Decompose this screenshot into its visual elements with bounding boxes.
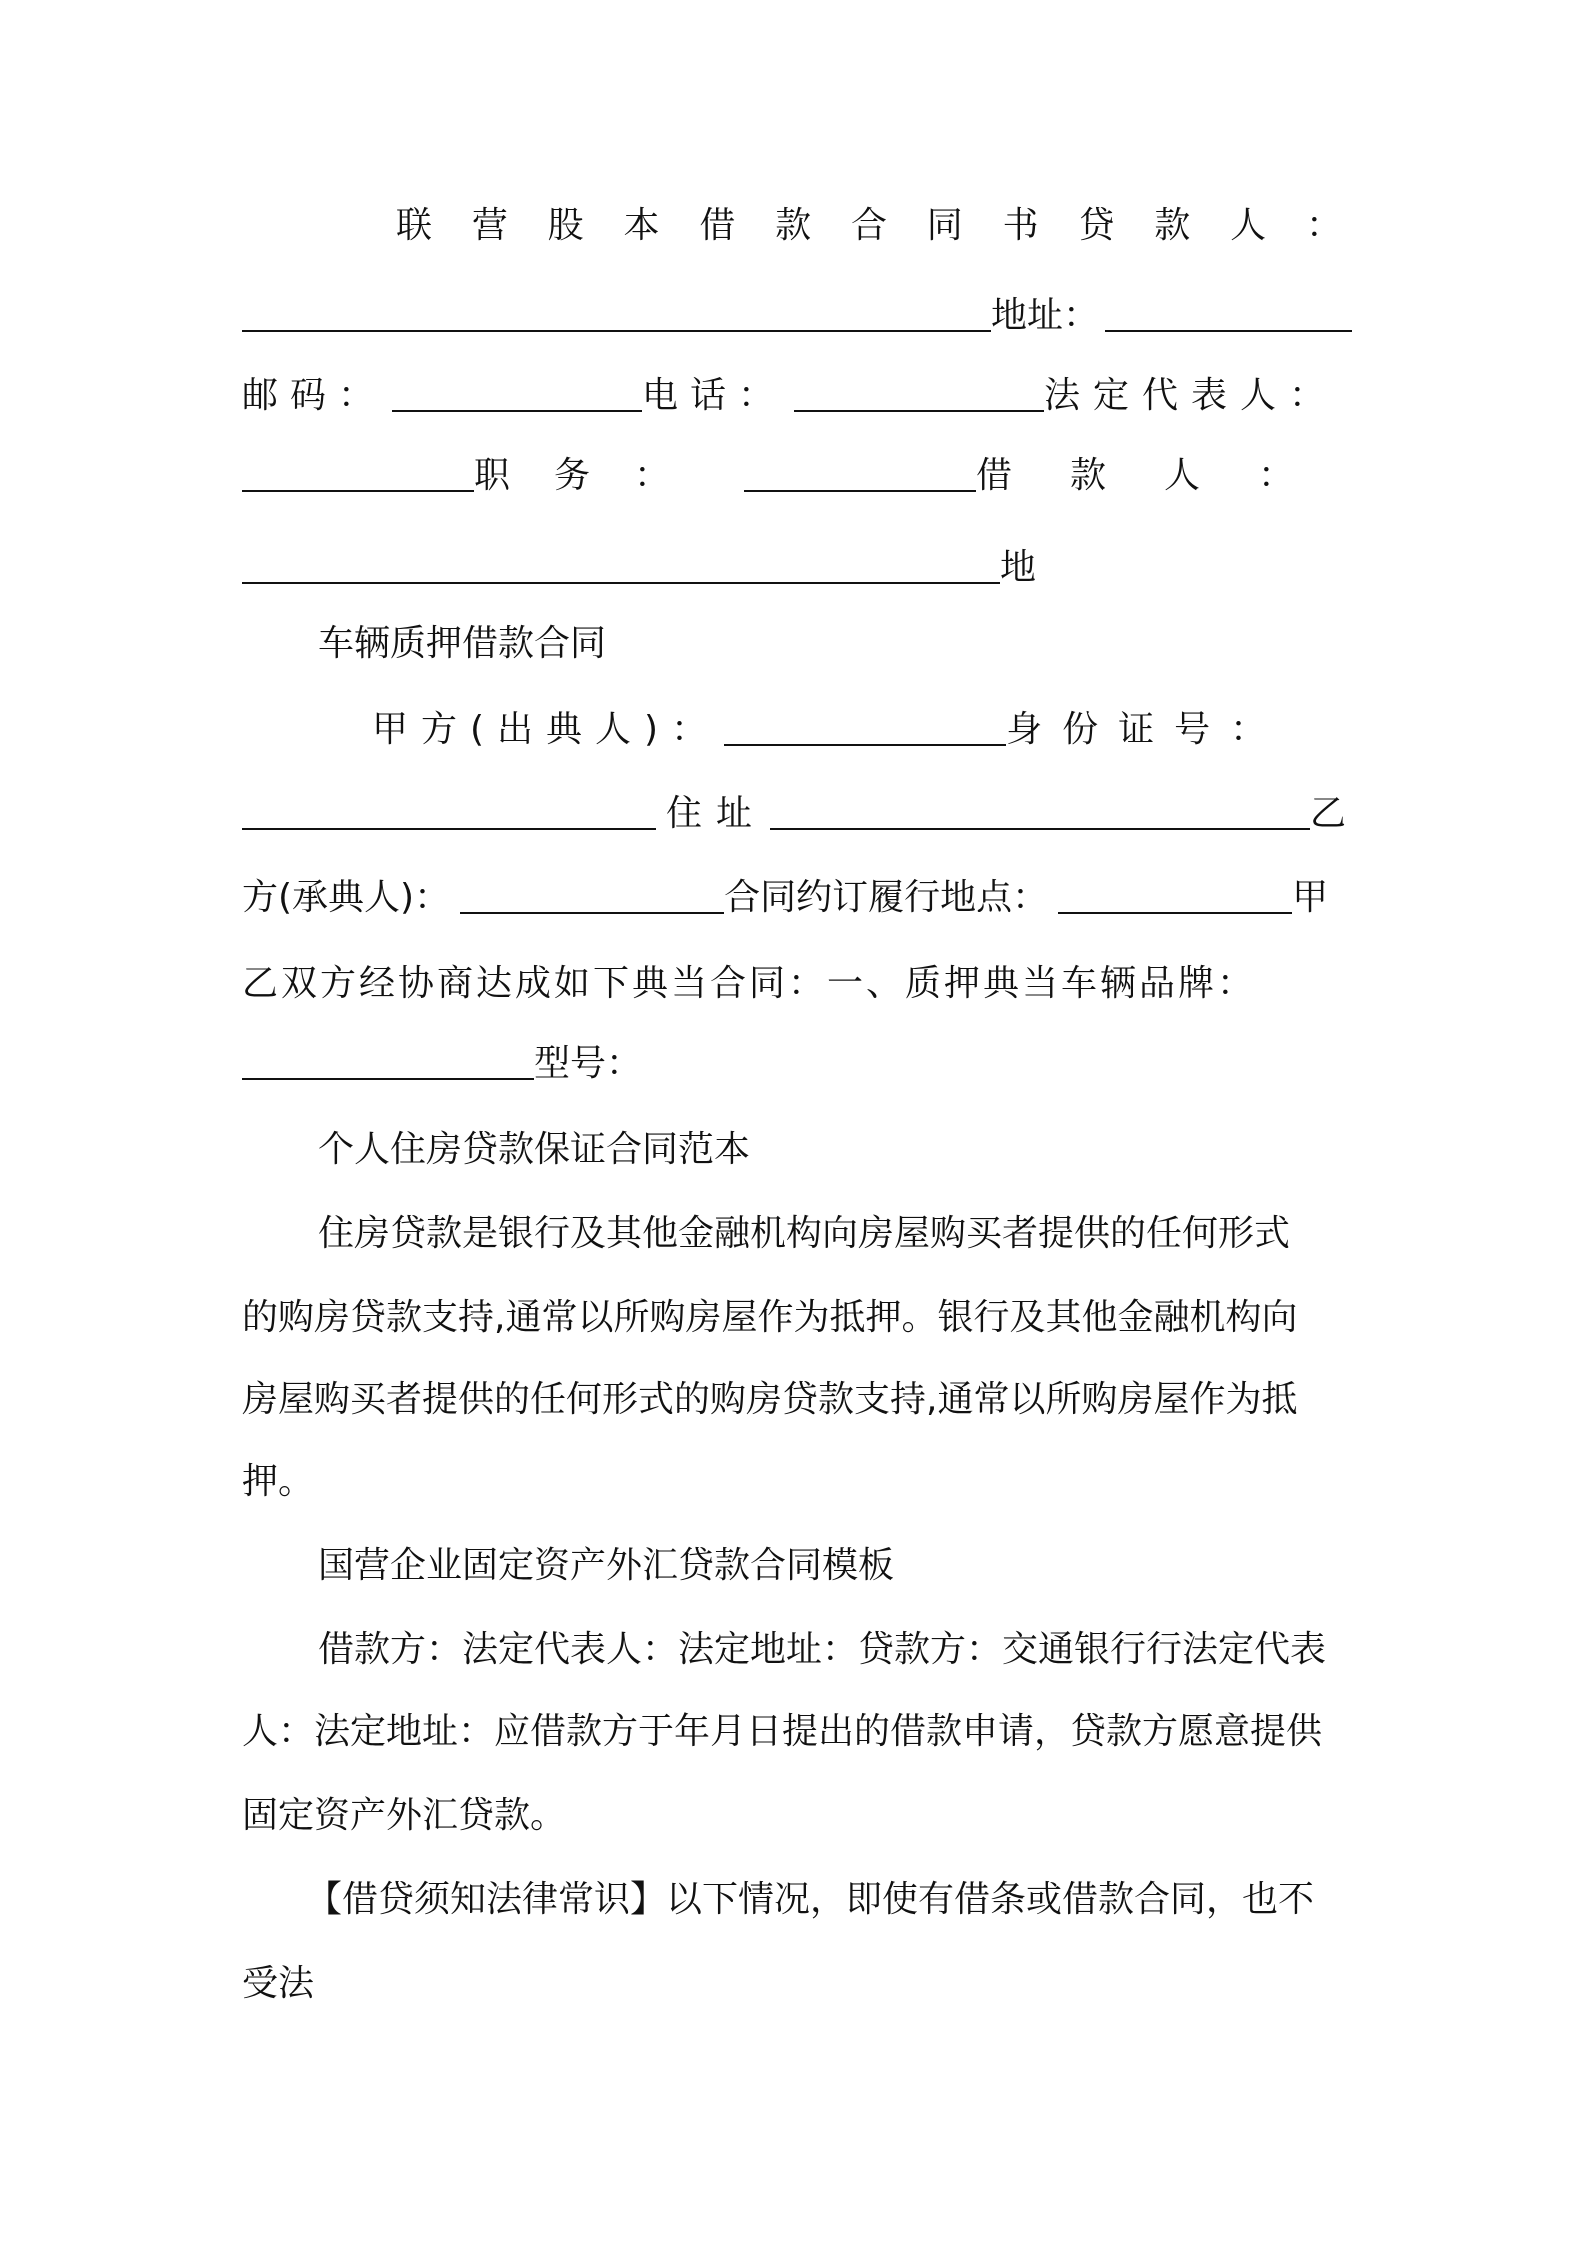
title-char: 股 xyxy=(547,205,584,246)
paragraph-line: 住房贷款是银行及其他金融机构向房屋购买者提供的任何形式 xyxy=(318,1213,1291,1254)
contract-title-line xyxy=(396,196,1342,256)
model-label: 型号： xyxy=(534,1043,643,1084)
residence-blank[interactable] xyxy=(770,784,1310,830)
borrower-blank[interactable] xyxy=(242,538,1000,584)
title-char: 人 xyxy=(1230,205,1267,246)
party-b-line xyxy=(242,868,1352,928)
legal-rep-label: 法定代表人： xyxy=(1044,375,1339,416)
borrower-address-line xyxy=(242,538,1352,598)
postcode-blank[interactable] xyxy=(392,366,642,412)
title-char: 款 xyxy=(1154,205,1191,246)
paragraph-line: 受法 xyxy=(242,1963,315,2004)
title-char: 同 xyxy=(926,205,963,246)
phone-blank[interactable] xyxy=(794,366,1044,412)
section-heading-housing: 个人住房贷款保证合同范本 xyxy=(318,1129,751,1170)
title-char: 联 xyxy=(396,205,433,246)
title-char: ： xyxy=(1305,205,1342,246)
rep-blank[interactable] xyxy=(242,446,474,492)
section-heading-fx-loan: 国营企业固定资产外汇贷款合同模板 xyxy=(318,1545,895,1586)
address-blank[interactable] xyxy=(1105,286,1352,332)
model-line xyxy=(242,1034,1352,1094)
address-label: 地址： xyxy=(990,295,1099,336)
party-a-prefix: 甲 xyxy=(1292,877,1329,918)
title-char: 书 xyxy=(1002,205,1039,246)
borrower-label: 借款人： xyxy=(975,455,1352,496)
party-b-prefix: 乙 xyxy=(1310,793,1347,834)
post-line xyxy=(242,446,1352,506)
post-blank[interactable] xyxy=(744,446,976,492)
post-label: 职务： xyxy=(473,455,714,496)
party-a-line xyxy=(372,700,1352,760)
paragraph-line: 固定资产外汇贷款。 xyxy=(242,1795,567,1836)
title-char: 贷 xyxy=(1078,205,1115,246)
postcode-label: 邮码： xyxy=(242,375,387,416)
paragraph-line: 房屋购买者提供的任何形式的购房贷款支持,通常以所购房屋作为抵 xyxy=(242,1379,1298,1420)
title-char: 营 xyxy=(471,205,508,246)
party-a-blank[interactable] xyxy=(724,700,1006,746)
brand-blank[interactable] xyxy=(242,1034,534,1080)
residence-label: 住址 xyxy=(666,793,767,834)
paragraph-line: 借款方：法定代表人：法定地址：贷款方：交通银行行法定代表 xyxy=(318,1629,1327,1670)
title-char: 合 xyxy=(850,205,887,246)
section-heading-vehicle: 车辆质押借款合同 xyxy=(318,623,607,664)
paragraph-line: 人：法定地址：应借款方于年月日提出的借款申请，贷款方愿意提供 xyxy=(242,1711,1323,1752)
title-char: 本 xyxy=(623,205,660,246)
title-char: 款 xyxy=(775,205,812,246)
paragraph-line: 押。 xyxy=(242,1461,315,1502)
performance-place-label: 合同约订履行地点： xyxy=(724,877,1049,918)
party-b-blank[interactable] xyxy=(460,868,724,914)
paragraph-line: 的购房贷款支持,通常以所购房屋作为抵押。银行及其他金融机构向 xyxy=(242,1297,1298,1338)
performance-place-blank[interactable] xyxy=(1058,868,1292,914)
paragraph-line: 【借贷须知法律常识】以下情况，即使有借条或借款合同，也不 xyxy=(306,1879,1315,1920)
id-number-blank[interactable] xyxy=(242,784,656,830)
postcode-line xyxy=(242,366,1352,426)
phone-label: 电话： xyxy=(642,375,787,416)
borrower-address-label: 地 xyxy=(1000,547,1037,588)
id-number-label: 身份证号： xyxy=(1006,709,1287,750)
title-char: 借 xyxy=(699,205,736,246)
lender-line xyxy=(242,286,1352,346)
party-a-address-line xyxy=(242,784,1352,844)
agreement-line: 乙双方经协商达成如下典当合同：一、质押典当车辆品牌： xyxy=(242,963,1257,1004)
party-a-label: 甲方(出典人)： xyxy=(372,709,721,750)
lender-name-blank[interactable] xyxy=(242,286,991,332)
party-b-label: 方(承典人)： xyxy=(242,877,451,918)
